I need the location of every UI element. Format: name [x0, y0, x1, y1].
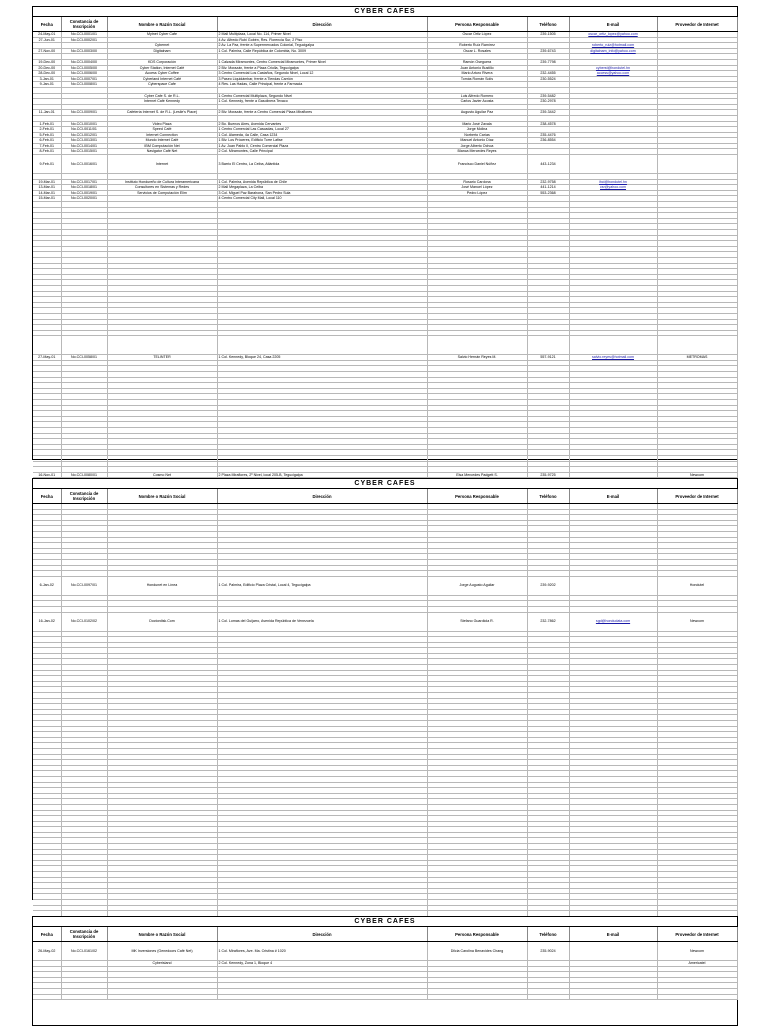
cell-direccion: 2 Av. La Paz, frente a Supermercados Colonial, Tegucigalpa — [217, 43, 427, 49]
cell-telefonos: 230-5524 — [527, 76, 569, 82]
cell-proveedor: Newcom — [657, 472, 737, 478]
cell-nombre: Consultores en Sistemas y Redes — [107, 185, 217, 191]
table-title: CYBER CAFES — [33, 479, 737, 489]
cell-telefonos: 232-7862 — [527, 612, 569, 631]
cell-nombre: Mytnet Cyber Cafe — [107, 32, 217, 38]
cell-nombre: Internet Café Kennedy — [107, 99, 217, 105]
cell-persona: Carlos Javier Acosta — [427, 99, 527, 105]
table-row — [33, 336, 737, 355]
cell-persona — [427, 336, 527, 355]
cell-nombre: Video Plaza — [107, 121, 217, 127]
cell-nombre: Cybernet — [107, 43, 217, 49]
cell-persona: Salvio Hernán Reyes M. — [427, 355, 527, 361]
cell-constancia: No.CCI-0080/01 — [61, 472, 107, 478]
cell-fecha: 5-Feb-01 — [33, 132, 61, 138]
cell-fecha: 11-Jan-01 — [33, 110, 61, 116]
cell-telefonos: 557-9121 — [527, 355, 569, 361]
cell-nombre: Cafetería Internet S. de R.L. (Leslie's Place) — [107, 110, 217, 116]
cell-direccion: 1 Centro Comercial Multiplaza, Segundo Nivel — [217, 93, 427, 99]
column-header-telefonos: Teléfono — [527, 17, 569, 32]
cell-constancia: No.CCI-0004/00 — [61, 59, 107, 65]
cell-persona: Ramón Oseguera — [427, 59, 527, 65]
column-header-constancia: Constancia de Inscripción — [61, 17, 107, 32]
cell-direccion: 2 Col. Kennedy, Zona 1, Bloque 4 — [217, 961, 427, 967]
cell-constancia: No.CCI-0006/00 — [61, 71, 107, 77]
cell-persona: Tomás Román Solís — [427, 76, 527, 82]
cell-direccion: 2 Blv. Morazán, frente a Plaza Criolla, Tegucigalpa — [217, 65, 427, 71]
cell-email[interactable] — [569, 942, 657, 961]
cell-direccion: 2 Blv. Morazán, frente a Centro Comercial Plaza Miraflores — [217, 110, 427, 116]
column-header-email: E-mail — [569, 927, 657, 942]
cell-telefonos: 553-2368 — [527, 190, 569, 196]
column-header-proveedor: Proveedor de Internet — [657, 489, 737, 504]
cell-constancia: No.CCI-0012/01 — [61, 132, 107, 138]
cell-fecha: 27-May-01 — [33, 355, 61, 361]
cell-email[interactable]: sgd@hondudata.com — [569, 612, 657, 631]
table-row — [33, 472, 737, 478]
cell-persona: Jorge Molina — [427, 127, 527, 133]
registry-table — [33, 927, 738, 1000]
cell-email[interactable]: csr@yahoo.com — [569, 185, 657, 191]
cell-constancia — [61, 336, 107, 355]
cell-direccion: 2 Bo. Buenos Aires, Avenida Cervantes — [217, 121, 427, 127]
cell-telefonos — [527, 336, 569, 355]
cell-constancia: No.CCI-0008/01 — [61, 82, 107, 88]
cell-constancia: No.CCI-0017/01 — [61, 179, 107, 185]
column-header-fecha: Fecha — [33, 489, 61, 504]
registry-table — [33, 489, 738, 928]
cell-fecha: 7-Feb-01 — [33, 143, 61, 149]
cell-nombre: Cyberisland — [107, 961, 217, 967]
cell-direccion: 1 Col. Miraflores, Ave. Ma. Cristina # 1020 — [217, 942, 427, 961]
cell-email[interactable] — [569, 994, 657, 1000]
cell-constancia: No.CCI-0097/01 — [61, 576, 107, 595]
cell-telefonos: 235-4476 — [527, 132, 569, 138]
cell-email[interactable]: digitalnam_info@yahoo.com — [569, 48, 657, 54]
cell-constancia: No.CCI-0013/01 — [61, 138, 107, 144]
table-title: CYBER CAFES — [33, 7, 737, 17]
cell-persona: José Manuel López — [427, 185, 527, 191]
cell-fecha: 16-Nov-01 — [33, 472, 61, 478]
column-header-email: E-mail — [569, 489, 657, 504]
column-header-email: E-mail — [569, 17, 657, 32]
cell-fecha: 24-May-01 — [33, 32, 61, 38]
cell-direccion: 2 Col. Miramontes, Calle Principal — [217, 149, 427, 155]
cyber-cafes-table-1 — [32, 6, 738, 477]
cell-telefonos: 235-9725 — [527, 472, 569, 478]
cell-fecha: 27-Nov-00 — [33, 48, 61, 54]
cell-nombre: Instituto Hondureño de Cultura Interamericana — [107, 179, 217, 185]
cell-direccion: 1 Col. Palmira, Edificio Plaza Cristal, Local 4, Tegucigalpa — [217, 576, 427, 595]
cell-telefonos: 239-9202 — [527, 576, 569, 595]
cell-fecha: 9-Jan-01 — [33, 82, 61, 88]
cell-constancia: No.CCI-0003/00 — [61, 48, 107, 54]
table-row — [33, 155, 737, 174]
cell-fecha: 19-Dec-00 — [33, 59, 61, 65]
cell-nombre: Internet Connection — [107, 132, 217, 138]
cell-persona: Oscar Ortiz López — [427, 32, 527, 38]
column-header-persona: Persona Responsable — [427, 927, 527, 942]
cell-direccion: 1 Centro Comercial Las Cascadas, Local 27 — [217, 127, 427, 133]
table-row — [33, 612, 737, 631]
cell-constancia: No.CCI-0007/01 — [61, 76, 107, 82]
cell-direccion: 1 Col. Palmira, Calle República de Colombia, No. 3009 — [217, 48, 427, 54]
cell-telefonos: 239-5482 — [527, 93, 569, 99]
cell-nombre — [107, 336, 217, 355]
cell-email[interactable] — [569, 472, 657, 478]
column-header-direccion: Dirección — [217, 489, 427, 504]
cell-proveedor — [657, 336, 737, 355]
cell-telefonos: 441-1214 — [527, 185, 569, 191]
cell-telefonos: 443-1234 — [527, 155, 569, 174]
cell-direccion — [217, 994, 427, 1000]
cell-nombre: Access Cyber Coffee — [107, 71, 217, 77]
cell-telefonos — [527, 994, 569, 1000]
cell-direccion: 1 Col. Kennedy, frente a Gasolinera Texaco — [217, 99, 427, 105]
cell-nombre: Speed Café — [107, 127, 217, 133]
cell-direccion: 4 Av. Alfredo Rubí Gobén, Res. Florencia Sur, 2 Piso — [217, 37, 427, 43]
cell-telefonos: 235-9024 — [527, 942, 569, 961]
cell-persona — [427, 994, 527, 1000]
cell-nombre: Cosmo Net — [107, 472, 217, 478]
table-row — [33, 576, 737, 595]
cell-direccion: 1 Col. Lomas del Guijarro, Avenida República de Venezuela — [217, 612, 427, 631]
cell-nombre: Servicios de Computación Elim — [107, 190, 217, 196]
cell-constancia: No.CCI-0010/01 — [61, 121, 107, 127]
column-header-persona: Persona Responsable — [427, 17, 527, 32]
cell-direccion: 3 Paseo Liquidámbar, frente a Tiendas Carrión — [217, 76, 427, 82]
column-header-proveedor: Proveedor de Internet — [657, 927, 737, 942]
cell-telefonos: 239-6743 — [527, 48, 569, 54]
cell-email[interactable] — [569, 336, 657, 355]
cell-persona: Jorge Alberto Ochoa — [427, 143, 527, 149]
cell-persona: Rosario Cardona — [427, 179, 527, 185]
cell-proveedor: Hondutel — [657, 576, 737, 595]
cell-proveedor — [657, 994, 737, 1000]
cell-direccion: 3 Barrio El Centro, La Ceiba, Atlántida — [217, 155, 427, 174]
cell-proveedor: Newcom — [657, 612, 737, 631]
cell-direccion: 1 Av. Juan Pablo II, Centro Comercial Plaza — [217, 143, 427, 149]
registry-table — [33, 17, 738, 478]
cell-nombre: Navigator Café Net — [107, 149, 217, 155]
cell-fecha: 2-Feb-01 — [33, 127, 61, 133]
cell-fecha — [33, 994, 61, 1000]
cell-proveedor: METROMAS — [657, 355, 737, 361]
cell-nombre: TELINTER — [107, 355, 217, 361]
cell-direccion: 4 Res. Las Hadas, Calle Principal, frente a Farmacia — [217, 82, 427, 88]
cell-email[interactable]: ihci@hondutel.hn — [569, 179, 657, 185]
cell-nombre: IBM Computación Net — [107, 143, 217, 149]
cell-persona: Roberto Ruíz Ramírez — [427, 43, 527, 49]
cell-persona: Mario Arturo Rivera — [427, 71, 527, 77]
cell-constancia: No.CCI-0011/01 — [61, 127, 107, 133]
cell-fecha: 9-Feb-01 — [33, 155, 61, 174]
cell-email[interactable]: salvio.reyes@hotmail.com — [569, 355, 657, 361]
cell-nombre: KDS Corporación — [107, 59, 217, 65]
cell-nombre: Cyber Station, Internet Café — [107, 65, 217, 71]
column-header-direccion: Dirección — [217, 17, 427, 32]
cell-constancia: No.CCI-0002/01 — [61, 37, 107, 43]
cell-direccion: 1 Blv. Los Próceres, Edificio Torre Lafise — [217, 138, 427, 144]
cell-constancia: No.CCI-0001/01 — [61, 32, 107, 38]
cell-constancia: No.CCI-0058/01 — [61, 355, 107, 361]
cell-constancia: No.CCI-0019/01 — [61, 190, 107, 196]
cell-direccion: 2 Mall Megaplaza, La Ceiba — [217, 185, 427, 191]
cell-persona: Norberto Carías — [427, 132, 527, 138]
cell-proveedor: Newcom — [657, 942, 737, 961]
cell-persona: Francisco Daniel Núñez — [427, 155, 527, 174]
cell-telefonos: 239-3442 — [527, 110, 569, 116]
cell-fecha: 26-May-02 — [33, 942, 61, 961]
cell-constancia: No.CCI-0018/01 — [61, 185, 107, 191]
cell-email[interactable]: roberto_ruiz@hotmail.com — [569, 43, 657, 49]
cell-direccion — [217, 336, 427, 355]
cell-email[interactable] — [569, 576, 657, 595]
cell-fecha: 13-Mar-01 — [33, 185, 61, 191]
cell-constancia: No.CCI-0015/01 — [61, 149, 107, 155]
cell-direccion: 1 Col. Palmira, Avenida República de Chile — [217, 179, 427, 185]
cell-constancia: No.CCI-0020/01 — [61, 196, 107, 202]
cell-direccion: 1 Col. Kennedy, Bloque 24, Casa 2205 — [217, 355, 427, 361]
cell-persona: Mario José Zavala — [427, 121, 527, 127]
column-header-constancia: Constancia de Inscripción — [61, 489, 107, 504]
cell-fecha: 6-Feb-01 — [33, 138, 61, 144]
cell-persona: Manuel Antonio Díaz — [427, 138, 527, 144]
table-row — [33, 994, 737, 1000]
cell-constancia: No.CCI-0161/02 — [61, 942, 107, 961]
cell-persona: Juan Antonio Bustillo — [427, 65, 527, 71]
cell-persona: Luis Alfredo Romero — [427, 93, 527, 99]
cell-nombre: Cyberland Internet Café — [107, 76, 217, 82]
cell-constancia — [61, 994, 107, 1000]
column-header-fecha: Fecha — [33, 17, 61, 32]
cyber-cafes-table-3 — [32, 916, 738, 1026]
cell-telefonos: 238-4578 — [527, 121, 569, 127]
cell-constancia: No.CCI-0016/01 — [61, 155, 107, 174]
cell-constancia: No.CCI-0102/02 — [61, 612, 107, 631]
column-header-proveedor: Proveedor de Internet — [657, 17, 737, 32]
cell-constancia: No.CCI-0005/00 — [61, 65, 107, 71]
cell-fecha: 20-Dec-00 — [33, 65, 61, 71]
cell-email[interactable]: cyberst@hondutel.hn — [569, 65, 657, 71]
cell-direccion: 1 Col. Alameda, 4a Calle, Casa 1234 — [217, 132, 427, 138]
column-header-direccion: Dirección — [217, 927, 427, 942]
column-header-nombre: Nombre o Razón Social — [107, 17, 217, 32]
cell-fecha: 6-Jan-02 — [33, 576, 61, 595]
cell-telefonos: 236-8554 — [527, 138, 569, 144]
cell-proveedor — [657, 155, 737, 174]
cell-email[interactable]: access@yahoo.com — [569, 71, 657, 77]
cell-fecha: 16-Jan-02 — [33, 612, 61, 631]
cell-telefonos: 232-4455 — [527, 71, 569, 77]
cell-nombre — [107, 994, 217, 1000]
cell-fecha: 3-Jan-01 — [33, 76, 61, 82]
table-title: CYBER CAFES — [33, 917, 737, 927]
cell-nombre: Cyberspace Cafe — [107, 82, 217, 88]
cell-constancia: No.CCI-0014/01 — [61, 143, 107, 149]
cell-persona: Dilcia Carolina Benavides Chang — [427, 942, 527, 961]
cell-telefonos: 239-1505 — [527, 32, 569, 38]
cell-fecha: 28-Dec-00 — [33, 71, 61, 77]
column-header-telefonos: Teléfono — [527, 927, 569, 942]
cell-email[interactable] — [569, 155, 657, 174]
cell-email[interactable]: oscar_ortiz_lopez@yahoo.com — [569, 32, 657, 38]
cell-nombre: Hondunet en Línea — [107, 576, 217, 595]
cell-direccion: 1 Calzada Miramontes, Centro Comercial Miramontes, Primer Nivel — [217, 59, 427, 65]
cell-persona: Elsa Mercedes Padgett S. — [427, 472, 527, 478]
cell-persona: Oscar L. Rosales — [427, 48, 527, 54]
cell-fecha: 27-Jun-01 — [33, 37, 61, 43]
cell-telefonos: 232-9758 — [527, 179, 569, 185]
cell-persona: Stefano Guardiola R. — [427, 612, 527, 631]
cell-direccion: 2 Mall Multiplaza, Local No. 114, Primer Nivel — [217, 32, 427, 38]
cell-nombre: Internet — [107, 155, 217, 174]
column-header-persona: Persona Responsable — [427, 489, 527, 504]
cell-constancia: No.CCI-0009/01 — [61, 110, 107, 116]
cell-nombre: Cyber Cafe S. de R.L. — [107, 93, 217, 99]
cell-fecha: 15-Mar-01 — [33, 196, 61, 202]
cell-persona: Jorge Augusto Aguilar — [427, 576, 527, 595]
column-header-fecha: Fecha — [33, 927, 61, 942]
table-row — [33, 942, 737, 961]
column-header-telefonos: Teléfono — [527, 489, 569, 504]
cell-fecha: 19-Mar-01 — [33, 179, 61, 185]
cell-direccion: 3 Centro Comercial Los Castaños, Segundo Nivel, Local 12 — [217, 71, 427, 77]
cell-fecha: 14-Mar-01 — [33, 190, 61, 196]
cell-nombre: Mundo Internet Café — [107, 138, 217, 144]
cyber-cafes-table-2 — [32, 478, 738, 900]
column-header-constancia: Constancia de Inscripción — [61, 927, 107, 942]
cell-telefonos: 230-2978 — [527, 99, 569, 105]
cell-persona: Augusto Aguilar Paz — [427, 110, 527, 116]
cell-persona: Blanca Mercedes Reyes — [427, 149, 527, 155]
column-header-nombre: Nombre o Razón Social — [107, 489, 217, 504]
cell-nombre: MK Inversiones (Genedoors Café Net) — [107, 942, 217, 961]
cell-nombre: Doctordisk.Com — [107, 612, 217, 631]
cell-direccion: 3 Col. Miguel Paz Barahona, San Pedro Sula — [217, 190, 427, 196]
cell-direccion: 4 Centro Comercial City Mall, Local 110 — [217, 196, 427, 202]
cell-persona: Pedro López — [427, 190, 527, 196]
cell-fecha: 8-Feb-01 — [33, 149, 61, 155]
cell-proveedor: Americatel — [657, 961, 737, 967]
column-header-nombre: Nombre o Razón Social — [107, 927, 217, 942]
cell-nombre: Digitalnam — [107, 48, 217, 54]
cell-direccion: 2 Plaza Miraflores, 2º Nivel, local 205-B, Tegucigalpa — [217, 472, 427, 478]
cell-fecha: 1-Feb-01 — [33, 121, 61, 127]
cell-fecha — [33, 336, 61, 355]
cell-telefonos: 239-7798 — [527, 59, 569, 65]
